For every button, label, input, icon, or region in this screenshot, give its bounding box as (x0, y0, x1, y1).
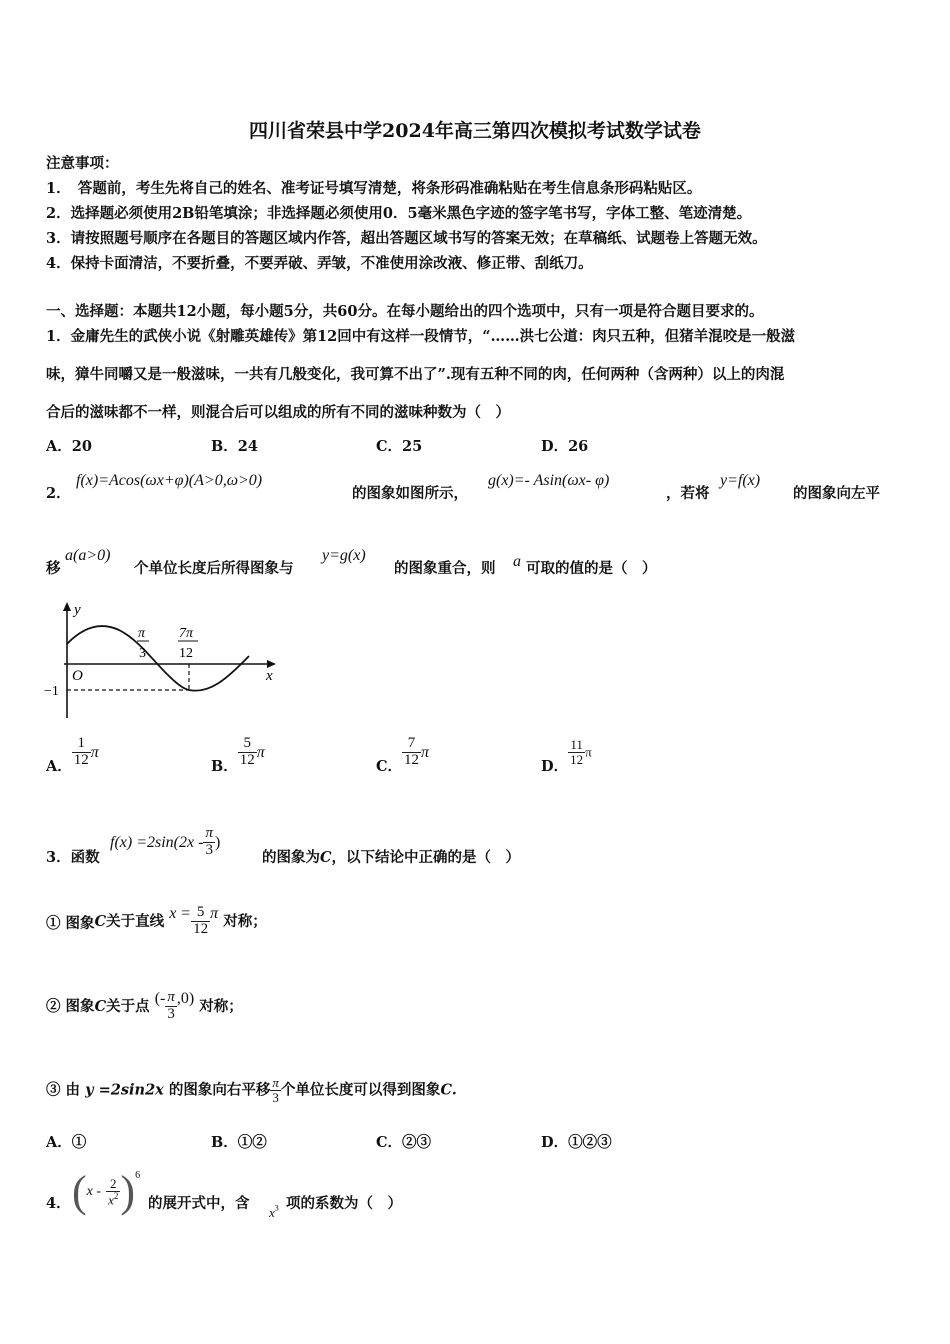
question-1-line: 合后的滋味都不一样，则混合后可以组成的所有不同的滋味种数为（ ） (46, 404, 510, 421)
q2-text: 可取的值的是（ ） (526, 560, 657, 577)
option-b: B．24 (211, 438, 258, 455)
cosine-curve (67, 626, 249, 691)
q2-text: 的图象如图所示， (352, 485, 468, 502)
option-b: B．①② (211, 1134, 267, 1151)
notice-item: 4．保持卡面清洁，不要折叠，不要弄破、弄皱，不准使用涂改液、修正带、刮纸刀。 (46, 255, 593, 272)
option-d: D． $\frac{11}{12}$ π (541, 737, 592, 775)
origin-label: O (72, 668, 83, 684)
tick-label-7pi-den: 12 (179, 646, 193, 661)
q4-binomial: (x - $\frac{2}{x^2}$ )$^6$ (72, 1167, 141, 1216)
q4-text: 的展开式中，含 (148, 1195, 250, 1212)
question-1-line: 味，獐牛同嚼又是一般滋味，一共有几般变化，我可算不出了”.现有五种不同的肉，任何两种（含两种）以上的肉混 (46, 366, 785, 383)
y-axis-label: y (74, 602, 81, 618)
option-c: C．25 (376, 438, 423, 455)
notice-item: 2．选择题必须使用2B铅笔填涂；非选择题必须使用0．5毫米黑色字迹的签字笔书写，字体工整、笔迹清楚。 (46, 205, 752, 222)
tick-label-7pi: 7π (179, 626, 194, 641)
q3-function: f(x) =2sin(2x - $\frac{\pi}{3}$ ) (110, 825, 221, 858)
option-c: C．②③ (376, 1134, 432, 1151)
option-d: D．①②③ (541, 1134, 612, 1151)
q4-text: 项的系数为（ ） (286, 1195, 402, 1212)
q4-x-cubed: $x^3$ (269, 1203, 279, 1220)
notice-heading: 注意事项： (46, 155, 119, 172)
q2-text: ，若将 (666, 485, 710, 502)
tick-label-pi-den: 3 (139, 646, 146, 661)
statement-3: ③ 由 y =2sin2x 的图象向右平移 $\frac{\pi}{3}$ 个单位长度可以得到图象C. (46, 1075, 457, 1105)
statement-2: ② 图象C关于点 (- $\frac{\pi}{3}$ ,0) 对称； (46, 989, 243, 1022)
cosine-graph (44, 600, 284, 722)
question-4-number: 4． (46, 1195, 71, 1212)
q2-yf-expression: y=f(x) (720, 472, 761, 489)
tick-label-pi: π (138, 626, 146, 641)
min-value-label: −1 (44, 684, 59, 699)
y-axis-arrow (63, 602, 71, 611)
question-2-number: 2． (46, 485, 71, 502)
option-d: D．26 (541, 438, 589, 455)
question-3-number: 3．函数 (46, 849, 100, 866)
option-c: C． $\frac{7}{12}$ π (376, 735, 430, 775)
q2-a-expression: a(a>0) (65, 547, 111, 564)
q2-text: 的图象重合，则 (394, 560, 496, 577)
q2-text: 的图象向左平 (793, 485, 880, 502)
question-1-line: 1．金庸先生的武侠小说《射雕英雄传》第12回中有这样一段情节，“……洪七公道：肉只五种，但猪羊混咬是一般滋 (46, 328, 796, 345)
q2-text: 移 (46, 560, 61, 577)
option-a: A．20 (46, 438, 92, 455)
section-heading: 一、选择题：本题共12小题，每小题5分，共60分。在每小题给出的四个选项中，只有一项是符合题目要求的。 (46, 303, 764, 320)
notice-item: 1． 答题前，考生先将自己的姓名、准考证号填写清楚，将条形码准确粘贴在考生信息条形码粘贴区。 (46, 180, 702, 197)
q2-a-variable: a (513, 553, 521, 570)
x-axis-label: x (266, 668, 273, 684)
statement-1: ① 图象C关于直线 x = $\frac{5}{12}$ π 对称； (46, 904, 267, 937)
option-b: B． $\frac{5}{12}$ π (211, 735, 265, 775)
option-a: A． $\frac{1}{12}$ π (46, 735, 99, 775)
x-axis-arrow (267, 660, 276, 668)
notice-item: 3．请按照题号顺序在各题目的答题区域内作答，超出答题区域书写的答案无效；在草稿纸、试题卷上答题无效。 (46, 230, 767, 247)
q2-text: 个单位长度后所得图象与 (134, 560, 294, 577)
q2-g-expression: g(x)=- Asin(ωx- φ) (488, 472, 610, 489)
q2-yg-expression: y=g(x) (322, 547, 366, 564)
option-a: A．① (46, 1134, 87, 1151)
page-title: 四川省荣县中学2024年高三第四次模拟考试数学试卷 (249, 120, 701, 142)
q2-f-expression: f(x)=Acos(ωx+φ)(A>0,ω>0) (76, 472, 263, 489)
q3-text: 的图象为C，以下结论中正确的是（ ） (262, 849, 521, 866)
